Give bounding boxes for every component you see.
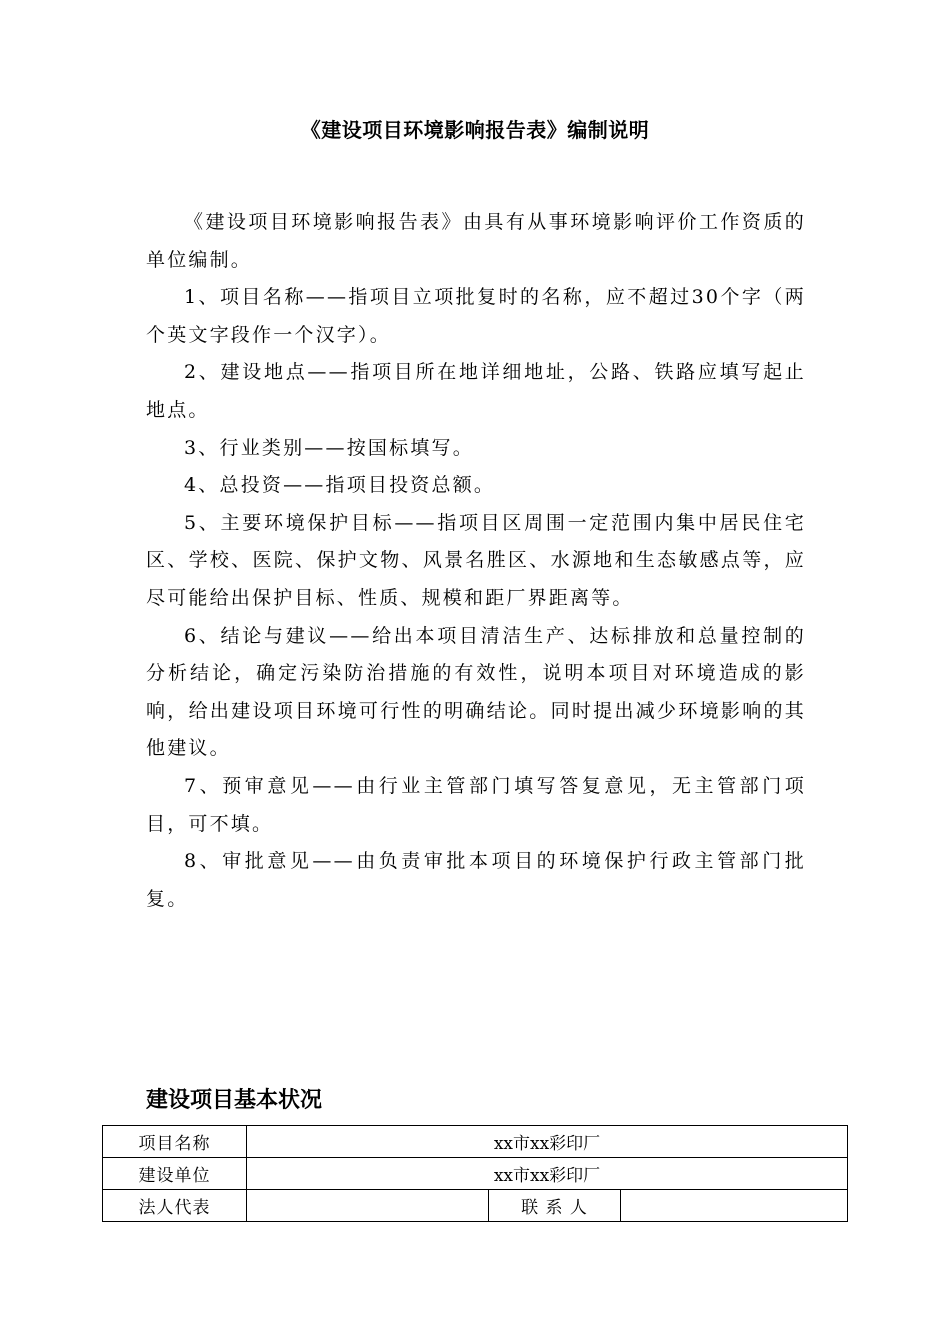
- construction-unit-value: xx市xx彩印厂: [247, 1158, 848, 1190]
- paragraph-item-2: 2、建设地点——指项目所在地详细地址，公路、铁路应填写起止地点。: [146, 361, 806, 421]
- project-name-label: 项目名称: [103, 1126, 247, 1158]
- contact-value: [621, 1190, 848, 1222]
- paragraph-item-5: 5、主要环境保护目标——指项目区周围一定范围内集中居民住宅区、学校、医院、保护文物、风景名胜区、水源地和生态敏感点等，应尽可能给出保护目标、性质、规模和距厂界距离等。: [146, 511, 806, 609]
- paragraph-item-8: 8、审批意见——由负责审批本项目的环境保护行政主管部门批复。: [146, 850, 806, 910]
- legal-rep-label: 法人代表: [103, 1190, 247, 1222]
- table-row: [103, 1126, 848, 1158]
- table-row: [103, 1190, 848, 1222]
- legal-rep-value: [247, 1190, 489, 1222]
- paragraph-item-1: 1、项目名称——指项目立项批复时的名称，应不超过30个字（两个英文字段作一个汉字）。: [146, 286, 806, 346]
- table-row: [103, 1158, 848, 1190]
- instructions-body: [146, 204, 806, 918]
- basic-info-table: [102, 1125, 848, 1222]
- document-title: 《建设项目环境影响报告表》编制说明: [300, 118, 650, 142]
- paragraph-item-6: 6、结论与建议——给出本项目清洁生产、达标排放和总量控制的分析结论，确定污染防治措施的有效性，说明本项目对环境造成的影响，给出建设项目环境可行性的明确结论。同时提出减少环境影响的其他建议。: [146, 624, 806, 760]
- construction-unit-label: 建设单位: [103, 1158, 247, 1190]
- project-name-value: xx市xx彩印厂: [247, 1126, 848, 1158]
- contact-label: 联 系 人: [489, 1190, 621, 1222]
- paragraph-item-3: 3、行业类别——按国标填写。: [184, 436, 474, 459]
- paragraph-intro: 《建设项目环境影响报告表》由具有从事环境影响评价工作资质的单位编制。: [146, 211, 806, 271]
- paragraph-item-4: 4、总投资——指项目投资总额。: [184, 474, 496, 497]
- paragraph-item-7: 7、预审意见——由行业主管部门填写答复意见，无主管部门项目，可不填。: [146, 774, 806, 835]
- section-heading: 建设项目基本状况: [146, 1088, 323, 1113]
